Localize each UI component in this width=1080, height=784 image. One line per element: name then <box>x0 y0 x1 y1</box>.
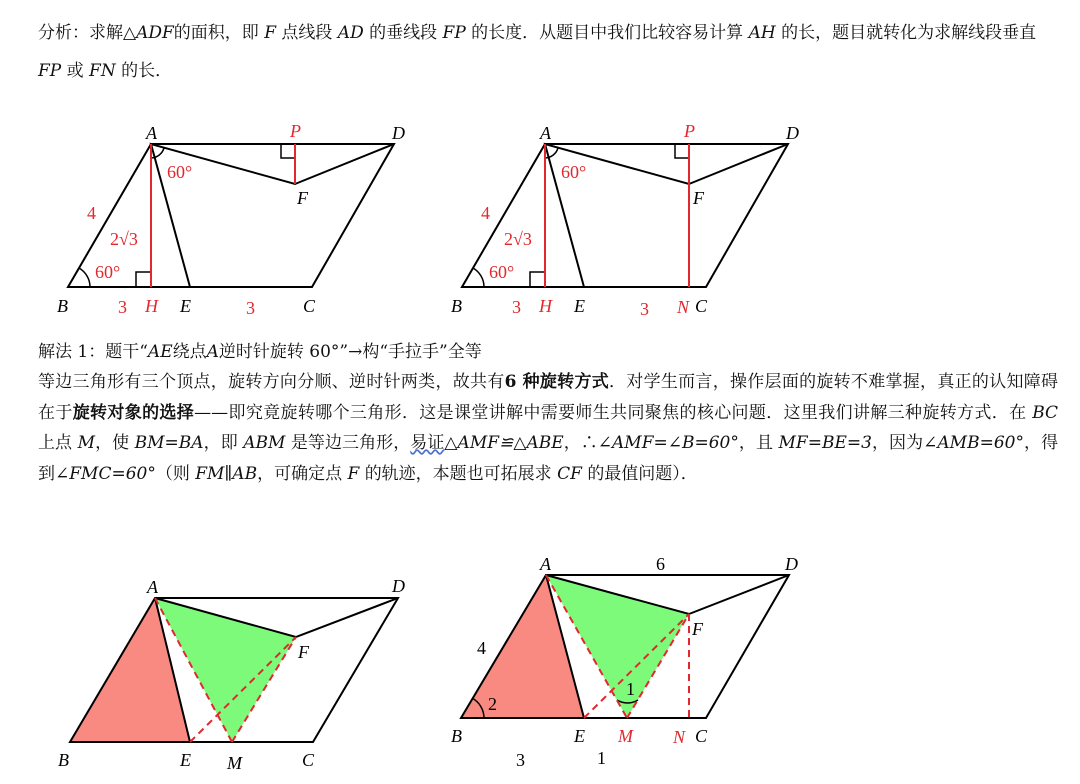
text: 的垂线段 <box>369 23 438 43</box>
math: FP <box>442 23 466 43</box>
label-b: B <box>451 296 462 316</box>
label-angle-a: 60° <box>167 162 193 182</box>
text: 的最值问题）． <box>587 463 698 484</box>
text: 易证 <box>410 433 445 453</box>
math: ∠AMF=∠B=60° <box>597 433 739 453</box>
label-n: N <box>673 727 686 747</box>
label-f: F <box>297 188 308 208</box>
text: ．对学生而言，操作层面的旋转不难掌握，真正的认知障碍在于 <box>38 372 1059 423</box>
text: ，且 <box>738 433 774 453</box>
math: ABM <box>243 433 286 453</box>
label-f: F <box>693 188 704 208</box>
label-em: 1 <box>597 748 606 768</box>
text: 绕点 <box>172 342 207 362</box>
label-bh: 3 <box>512 297 521 317</box>
label-h: H <box>539 296 552 316</box>
label-ec: 3 <box>246 298 255 318</box>
text: 点线段 <box>281 23 333 43</box>
label-a: A <box>147 577 158 597</box>
math: AD <box>337 23 364 43</box>
emphasis: 旋转对象的选择 <box>72 402 195 423</box>
text: 或 <box>66 61 84 81</box>
math: AH <box>748 23 776 43</box>
label-bh: 3 <box>118 297 127 317</box>
label-f: F <box>692 619 703 639</box>
text: 逆时针旋转 60°”→构“手拉手”全等 <box>218 342 482 362</box>
math: AE <box>147 342 173 362</box>
label-be: 3 <box>516 750 525 770</box>
text: ，得到 <box>38 433 1059 484</box>
math: △AMF≌△ABE <box>444 433 564 453</box>
label-f: F <box>298 642 309 662</box>
label-a: A <box>540 554 551 574</box>
text: 分析：求解 <box>38 23 123 43</box>
math: ∠FMC=60° <box>55 463 156 484</box>
math: M <box>77 433 96 453</box>
math: FN <box>89 61 116 81</box>
label-h: H <box>145 296 158 316</box>
label-height: 2√3 <box>110 229 138 249</box>
label-b: B <box>57 296 68 316</box>
label-side: 4 <box>87 203 96 223</box>
label-p: P <box>290 121 301 141</box>
label-m: M <box>227 753 242 773</box>
label-a: A <box>540 123 551 143</box>
label-p: P <box>684 121 695 141</box>
label-angle-a: 60° <box>561 162 587 182</box>
math: BM=BA <box>134 433 204 453</box>
math: A <box>206 342 219 362</box>
text: ，∴ <box>563 433 598 453</box>
label-side: 4 <box>477 638 486 658</box>
label-angle-2: 2 <box>488 694 497 714</box>
text: ，因为 <box>871 433 924 453</box>
text: ，即 <box>203 433 238 453</box>
math: BC <box>1032 402 1059 423</box>
math: F <box>347 463 360 484</box>
label-d: D <box>392 123 405 143</box>
label-e: E <box>574 296 585 316</box>
label-height: 2√3 <box>504 229 532 249</box>
text: ——即究竟旋转哪个三角形．这是课堂讲解中需要师生共同聚焦的核心问题．这里我们讲解三种旋转方式．在 <box>194 402 1027 423</box>
math: ∠AMB=60° <box>923 433 1024 453</box>
math: CF <box>557 463 582 484</box>
label-b: B <box>451 726 462 746</box>
math: FM∥AB <box>195 463 258 484</box>
text: 上点 <box>38 433 73 453</box>
emphasis: 6 种旋转方式 <box>504 372 610 392</box>
label-e: E <box>574 726 585 746</box>
label-e: E <box>180 750 191 770</box>
text: （则 <box>155 463 190 484</box>
text: 等边三角形有三个顶点，旋转方向分顺、逆时针两类，故共有 <box>38 372 505 392</box>
text: ，使 <box>95 433 130 453</box>
math: △ADF <box>123 23 174 43</box>
label-c: C <box>303 296 316 316</box>
label-b: B <box>58 750 69 770</box>
label-ec: 3 <box>640 299 649 319</box>
label-d: D <box>392 576 405 596</box>
math: MF=BE=3 <box>778 433 872 453</box>
text: 解法 1：题干“ <box>38 342 148 362</box>
label-angle-b: 60° <box>489 262 515 282</box>
text: 的长度．从题目中我们比较容易计算 <box>471 23 744 43</box>
label-a: A <box>146 123 157 143</box>
math: FP <box>38 61 62 81</box>
label-side: 4 <box>481 203 490 223</box>
label-e: E <box>180 296 191 316</box>
label-angle-b: 60° <box>95 262 121 282</box>
text: 的轨迹，本题也可拓展求 <box>364 463 552 484</box>
label-n: N <box>677 297 690 317</box>
math: F <box>264 23 276 43</box>
text: 是等边三角形， <box>290 433 411 453</box>
label-angle-1: 1 <box>626 679 635 699</box>
text: 的长，题目就转化为求解线段垂直 <box>781 23 1037 43</box>
label-ad-length: 6 <box>656 554 665 574</box>
label-c: C <box>695 296 708 316</box>
label-c: C <box>302 750 315 770</box>
text: ，可确定点 <box>257 463 343 484</box>
label-m: M <box>618 726 633 746</box>
label-d: D <box>785 554 798 574</box>
label-d: D <box>786 123 799 143</box>
label-c: C <box>695 726 708 746</box>
text: 的长． <box>121 61 173 81</box>
text: 的面积，即 <box>173 23 259 43</box>
